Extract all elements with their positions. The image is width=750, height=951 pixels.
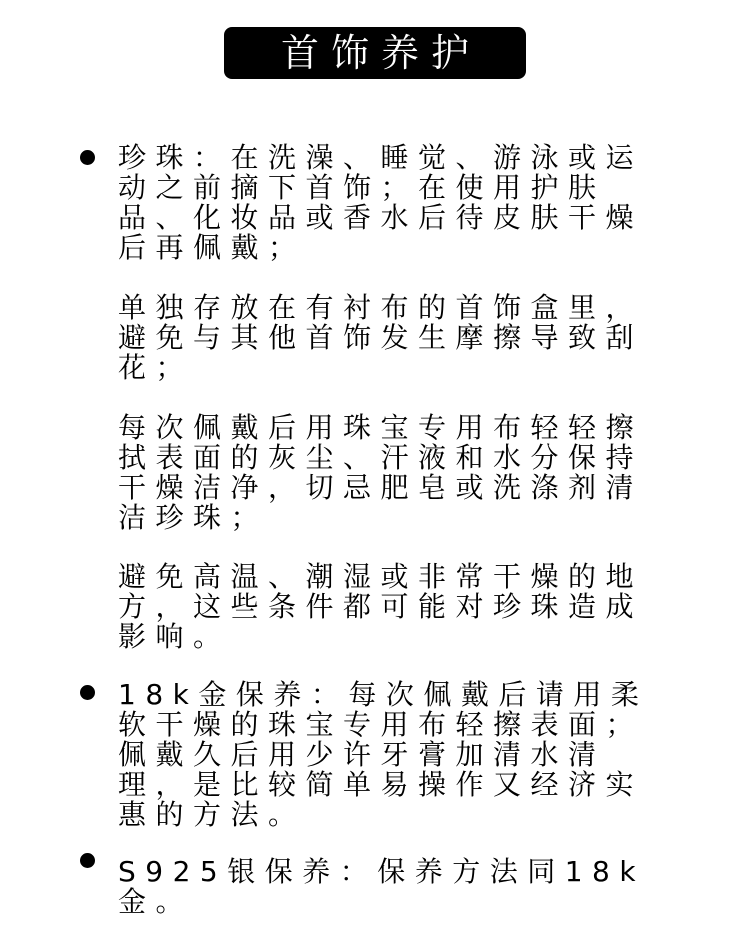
gold-care-paragraph: 18k金保养：每次佩戴后请用柔软干燥的珠宝专用布轻擦表面；佩戴久后用少许牙膏加清水清理，是比较简单易操作又经济实惠的方法。	[118, 678, 649, 831]
pearl-care-paragraph-4: 避免高温、潮湿或非常干燥的地方，这些条件都可能对珍珠造成影响。	[118, 560, 644, 653]
page-title: 首饰养护	[280, 31, 481, 75]
pearl-care-paragraph-1: 珍珠：在洗澡、睡觉、游泳或运动之前摘下首饰；在使用护肤品、化妆品或香水后待皮肤干燥后再佩戴；	[118, 141, 644, 264]
title-banner	[224, 27, 526, 79]
pearl-care-paragraph-2: 单独存放在有衬布的首饰盒里，避免与其他首饰发生摩擦导致刮花；	[118, 291, 644, 384]
pearl-care-paragraph-3: 每次佩戴后用珠宝专用布轻轻擦拭表面的灰尘、汗液和水分保持干燥洁净，切忌肥皂或洗涤剂清洁珍珠；	[118, 411, 644, 534]
silver-care-paragraph: S925银保养：保养方法同18k金。	[118, 855, 646, 918]
bullet-icon	[80, 150, 95, 165]
bullet-icon	[80, 853, 95, 868]
bullet-icon	[80, 685, 95, 700]
